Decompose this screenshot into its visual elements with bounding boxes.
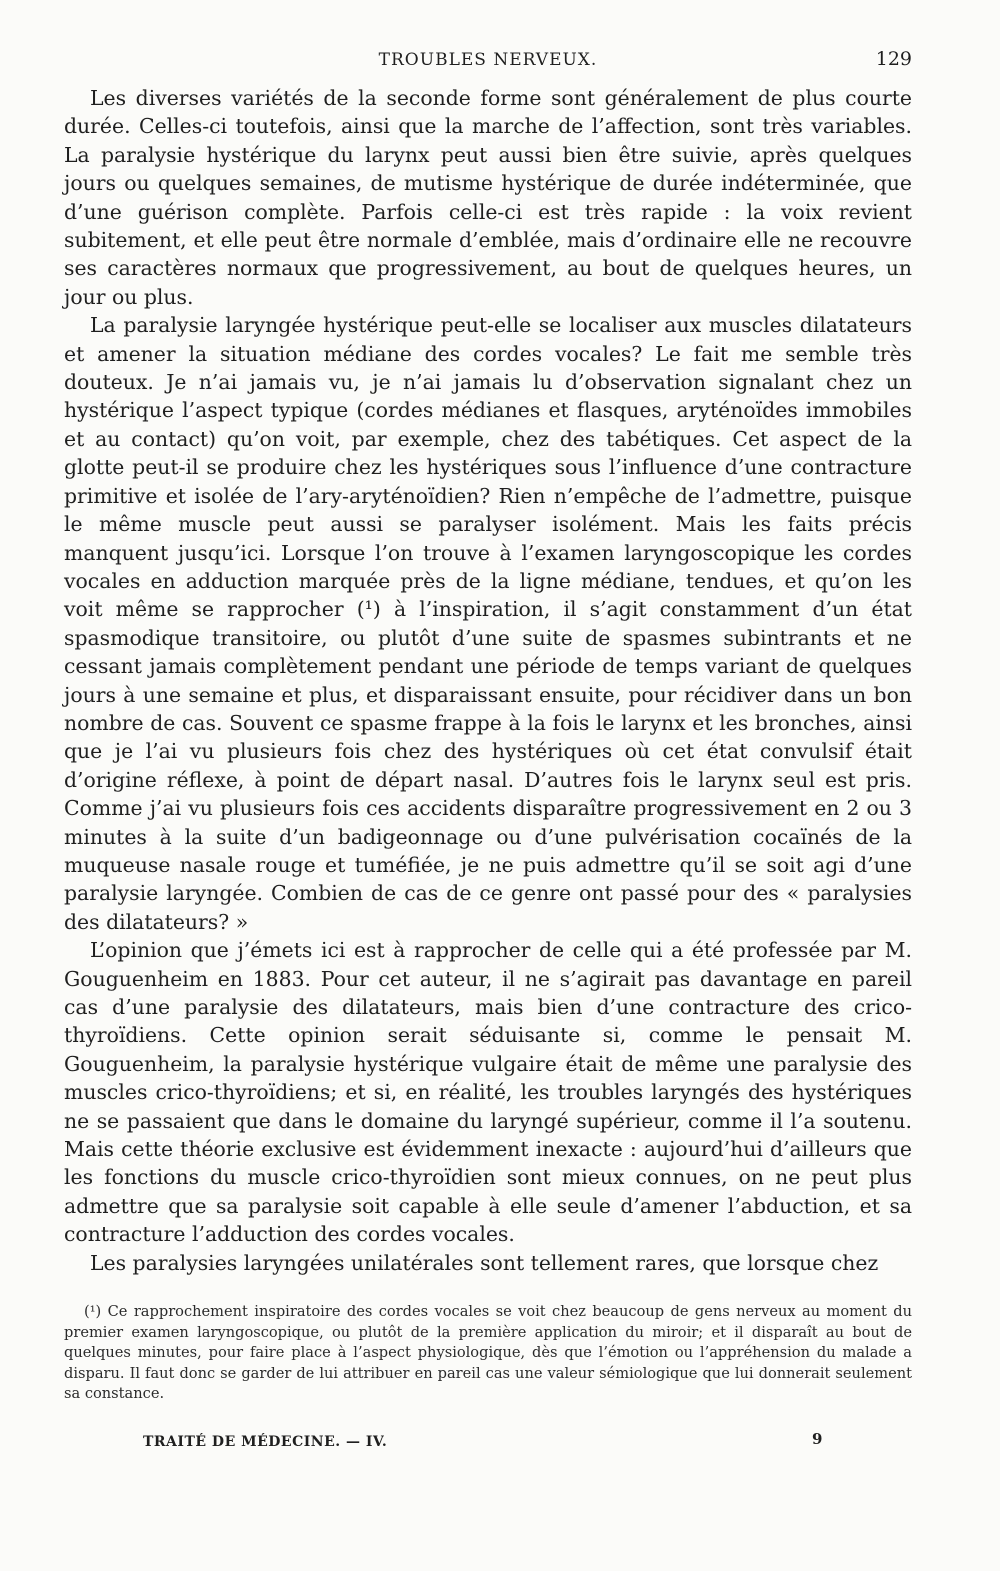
footnote-reference: (¹) (356, 597, 381, 622)
page-number: 129 (875, 48, 912, 70)
footnote-text: Ce rapprochement inspiratoire des cordes vocales se voit chez beaucoup de gens nerveux au moment du premier examen laryngoscopique, ou plutôt de la première application du miroir; et il disparaît au bout de quelques minutes, pour faire place à l’aspect physiologique, dès que l’émotion ou l’appréhension du malade a disparu. Il faut donc se garder de lui attribuer en pareil cas une valeur sémiologique que lui donnerait seulement sa constance. (64, 1303, 912, 1402)
page-header (64, 48, 912, 76)
paragraph-3: L’opinion que j’émets ici est à rapprocher de celle qui a été professée par M. Gouguenheim en 1883. Pour cet auteur, il ne s’agirait pas davantage en pareil cas d’une paralysie des dilatateurs, mais bien d’une contracture des crico-thyroïdiens. Cette opinion serait séduisante si, comme le pensait M. Gouguenheim, la paralysie hystérique vulgaire était de même une paralysie des muscles crico-thyroïdiens; et si, en réalité, les troubles laryngés des hystériques ne se passaient que dans le domaine du laryngé supérieur, comme il l’a soutenu. Mais cette théorie exclusive est évidemment inexacte : aujourd’hui d’ailleurs que les fonctions du muscle crico-thyroïdien sont mieux connues, on ne peut plus admettre que sa paralysie soit capable à elle seule d’amener l’abduction, et sa contracture l’adduction des cordes vocales. (64, 938, 912, 1247)
paragraph-2-part-1: La paralysie laryngée hystérique peut-elle se localiser aux muscles dilatateurs et amener la situation médiane des cordes vocales? Le fait me semble très douteux. Je n’ai jamais vu, je n’ai jamais lu d’observation signalant chez un hystérique l’aspect typique (cordes médianes et flasques, aryténoïdes immobiles et au contact) qu’on voit, par exemple, chez des tabétiques. Cet aspect de la glotte peut-il se produire chez les hystériques sous l’influence d’une contracture primitive et isolée de l’ary-aryténoïdien? Rien n’empêche de l’admettre, puisque le même muscle peut aussi se paralyser isolément. Mais les faits précis manquent jusqu’ici. Lorsque l’on trouve à l’examen laryngoscopique les cordes vocales en adduction marquée près de la ligne médiane, tendues, et qu’on les voit même se rapprocher (64, 313, 912, 622)
footnotes (64, 1302, 912, 1405)
signature-number: 9 (812, 1430, 823, 1448)
paragraph-1: Les diverses variétés de la seconde forme sont généralement de plus courte durée. Celles-ci toutefois, ainsi que la marche de l’affection, sont très variables. La paralysie hystérique du larynx peut aussi bien être suivie, après quelques jours ou quelques semaines, de mutisme hystérique de durée indéterminée, que d’une guérison complète. Parfois celle-ci est très rapide : la voix revient subitement, et elle peut être normale d’emblée, mais d’ordinaire elle ne recouvre ses caractères normaux que progressivement, au bout de quelques heures, un jour ou plus. (64, 86, 912, 309)
running-title: TROUBLES NERVEUX. (378, 50, 598, 70)
main-text (64, 84, 912, 1277)
printer-signature: TRAITÉ DE MÉDECINE. — IV. (143, 1434, 388, 1450)
footnote-marker: (¹) (84, 1303, 102, 1320)
paragraph-4: Les paralysies laryngées unilatérales sont tellement rares, que lorsque chez (90, 1250, 879, 1275)
paragraph-2-part-2: à l’inspiration, il s’agit constamment d’un état spasmodique transitoire, ou plutôt d’une suite de spasmes subintrants et ne cessant jamais complètement pendant une période de temps variant de quelques jours à une semaine et plus, et disparaissant ensuite, pour récidiver dans un bon nombre de cas. Souvent ce spasme frappe à la fois le larynx et les bronches, ainsi que je l’ai vu plusieurs fois chez des hystériques où cet état convulsif était d’origine réflexe, à point de départ nasal. D’autres fois le larynx seul est pris. Comme j’ai vu plusieurs fois ces accidents disparaître progressivement en 2 ou 3 minutes à la suite d’un badigeonnage ou d’une pulvérisation cocaïnés de la muqueuse nasale rouge et tuméfiée, je ne puis admettre qu’il se soit agi d’une paralysie laryngée. Combien de cas de ce genre ont passé pour des « paralysies des dilatateurs? » (64, 597, 913, 934)
footnote-1 (64, 1302, 912, 1405)
paragraph-2 (64, 311, 912, 936)
